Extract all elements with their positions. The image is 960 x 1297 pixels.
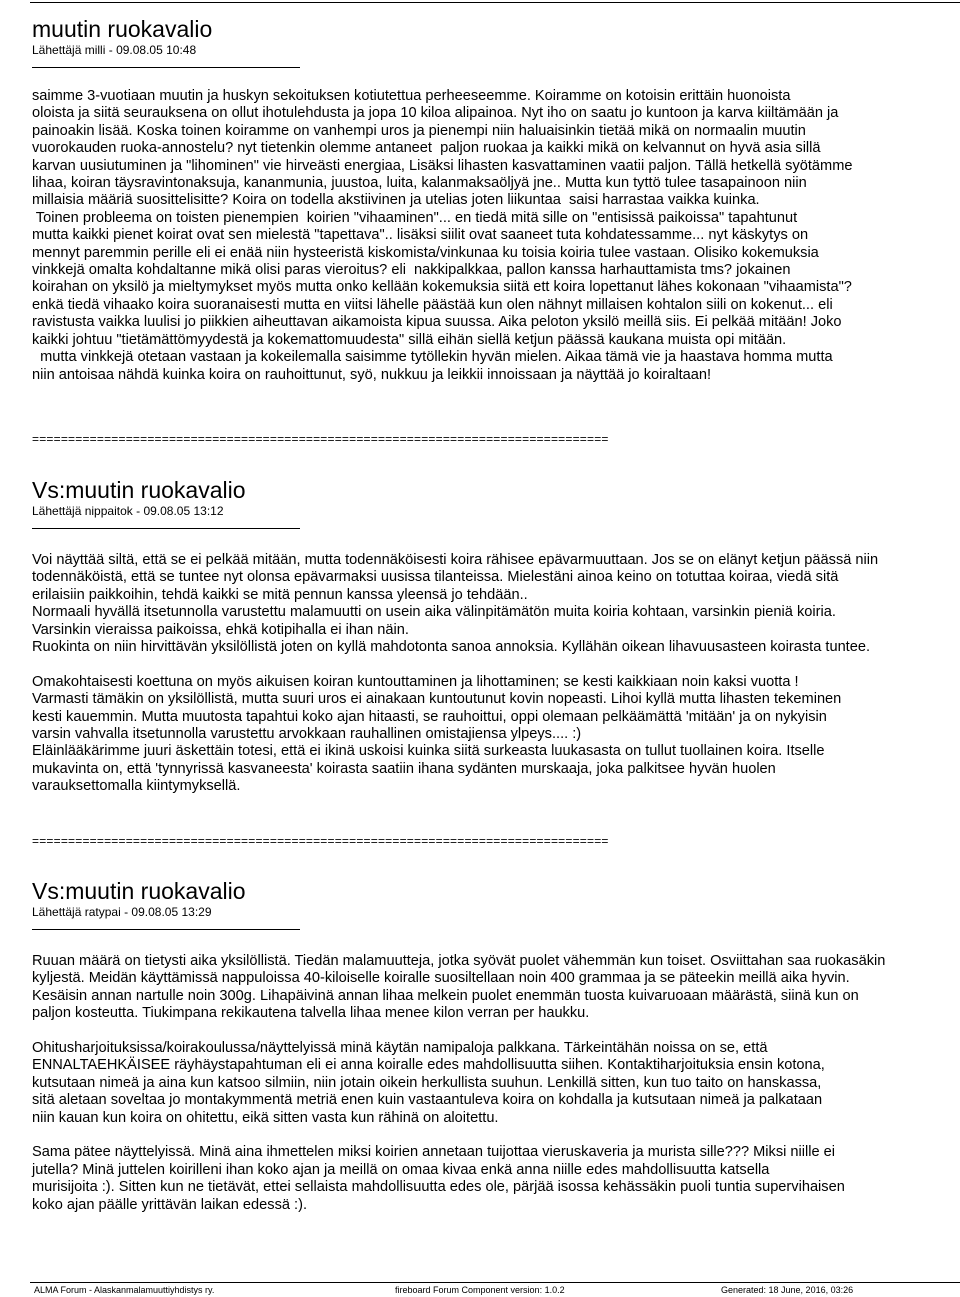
post-text-line: varsin vahvalla itsetunnolla varustettu arvokkaan rauhallinen omistajiensa ylpeys.... :) [32, 726, 582, 743]
post-text-line: Ruokinta on niin hirvittävän yksilöllistä joten on kyllä mahdotonta sanoa annoksia. Kyllähän oikean lihavuusasteen koirasta tuntee. [32, 639, 871, 656]
post-text-line: murisijoita :). Sitten kun ne tietävät, ettei sellaista mahdollisuutta edes ole, pärjää isossa kehässäkin puoli tuntia supervihaisen [32, 1179, 845, 1196]
post-text-line: Normaali hyvällä itsetunnolla varustettu malamuutti on usein aika välinpitämätön muita koiria kohtaan, varsinkin pieniä koiria. [32, 604, 836, 621]
blank-line [32, 1127, 960, 1144]
blank-line [32, 1023, 960, 1040]
post-divider [32, 67, 300, 68]
post-author: nippaitok [84, 504, 133, 518]
post-text-line: millaisia määriä suosittelisitte? Koira on todella akstiivinen ja utelias joten liikuntaa saisi harrastaa vaikka kuinka. [32, 192, 760, 209]
post-text-line: paljon kosteutta. Tiukimpana rekikautena talvella lihaa menee kilon verran per haukku. [32, 1005, 590, 1022]
post-text-line: Varsinkin vieraissa paikoissa, ehkä kotipihalla ei ihan näin. [32, 621, 409, 638]
post-text-line: ravistusta vaikka luulisi jo piikkien aiheuttavan aikamoista kipua suussa. Aika peloton yksilö meillä siis. Ei pelkää mitään! Joko [32, 314, 842, 331]
footer-rule [30, 1282, 960, 1283]
post-divider [32, 528, 300, 529]
post-meta [32, 905, 960, 919]
post-text-line: todennäköistä, että se tuntee nyt olonsa epävarmaksi uusissa tilanteissa. Mielestäni ainoa keino on totuttaa koiraa, viedä sitä [32, 569, 839, 586]
post-text-line: saimme 3-vuotiaan muutin ja huskyn sekoituksen kotiutettua perheeseemme. Koiramme on kotoisin erittäin huonoista [32, 88, 791, 104]
footer-site-name: ALMA Forum - Alaskanmalamuuttiyhdistys ry. [34, 1285, 215, 1295]
post-text-line: koko ajan päälle yrittävän laikan edessä :). [32, 1196, 308, 1213]
forum-post [32, 878, 960, 1214]
post-text-line: kaikki johtuu "tietämättömyydestä ja kokemattomuudesta" sillä eihän siellä ketjun päässä kaukana muista opi mitään. [32, 331, 787, 348]
post-text-line: Voi näyttää siltä, että se ei pelkää mitään, mutta todennäköisesti koira rähisee epävarmuuttaan. Jos se on elänyt ketjun päässä niin [32, 552, 879, 568]
post-text-line: mutta vinkkejä otetaan vastaan ja kokeilemalla saisimme tytöllekin hyvän mielen. Aikaa tämä vie ja haastava homma mutta [32, 349, 833, 366]
post-text-line: jutella? Minä juttelen koirilleni ihan koko ajan ja meillä on omaa kivaa enkä anna niille edes mahdollisuutta katsella [32, 1161, 770, 1178]
post-body [32, 88, 960, 384]
post-text-line: vinkkejä omalta kohdaltanne mikä olisi paras vieroitus? eli nakkipalkkaa, pallon kanssa harhauttamista tms? jokainen [32, 262, 791, 279]
meta-separator: - [120, 905, 132, 919]
post-text-line: mutta kaikki pienet koirat ovat sen mielestä "tapettava".. lisäksi siilit ovat saaneet tuta kohdatessamme... nyt käskytys on [32, 227, 809, 244]
post-text-line: Kesäisin annan nartulle noin 300g. Lihapäivinä annan lihaa melkein puolet enemmän tuosta kuivaruoaan määrästä, siinä kun on [32, 987, 859, 1004]
post-text-line: niin antoisaa nähdä kuinka koira on rauhoittunut, syö, nukkuu ja leikkii innoissaan ja näyttää jo koiraltaan! [32, 366, 712, 383]
post-text-line: kutsutaan nimeä ja aina kun katsoo silmiin, niin jotain oikein herkullista suuhun. Lenkillä sitten, kun tuo taito on hanskassa, [32, 1074, 822, 1091]
meta-prefix: Lähettäjä [32, 504, 85, 518]
post-text-line: lihaa, koiran täysravintonaksuja, kananmunia, juustoa, luita, kalanmaksaöljyä jne.. Mutta kun tyttö tulee tasapainoon niin [32, 175, 807, 192]
post-text-line: vuorokauden ruoka-annostelu? nyt tietenkin olemme antaneet paljon ruokaa ja kaikki mikä on kelvannut on hyvä asia sillä [32, 140, 821, 157]
post-text-line: Toinen probleema on toisten pienempien koirien "vihaaminen"... en tiedä mitä sille on "entisissä paikoissa" tapahtunut [32, 209, 798, 226]
meta-separator: - [132, 504, 144, 518]
post-body [32, 953, 960, 1214]
footer-generated-date: Generated: 18 June, 2016, 03:26 [721, 1285, 854, 1295]
forum-post [32, 16, 960, 384]
post-date: 09.08.05 10:48 [116, 43, 197, 57]
forum-post [32, 477, 960, 796]
post-author: milli [84, 43, 106, 57]
post-text-line: Varmasti tämäkin on yksilöllistä, mutta suuri uros ei ainakaan kuntoutunut kovin nopeasti. Lihoi kyllä mutta lihasten tekeminen [32, 691, 842, 708]
post-title: muutin ruokavalio [32, 16, 213, 42]
post-text-line: varauksettomalla kiintymyksellä. [32, 778, 241, 795]
meta-prefix: Lähettäjä [32, 905, 85, 919]
post-text-line: Ohitusharjoituksissa/koirakoulussa/näyttelyissä minä käytän namipaloja palkkana. Tärkeintähän noissa on se, että [32, 1040, 768, 1057]
post-title: Vs:muutin ruokavalio [32, 477, 246, 503]
post-text-line: kesti kauemmin. Mutta muutosta tapahtui koko ajan hitaasti, se rauhoittui, oppi olemaan pelkäämättä 'mitään' ja on nykyisin [32, 708, 827, 725]
post-date: 09.08.05 13:12 [143, 504, 224, 518]
post-text-line: koirahan on yksilö ja mieltymykset myös mutta onko kellään kokemuksia siitä ett koira lopettanut lähes kokonaan "vihaamista"? [32, 279, 852, 296]
post-text-line: kyljestä. Meidän käyttämissä nappuloissa 40-kiloiselle koiralle suosiltellaan noin 400 grammaa ja se päteekin meillä aika hyvin. [32, 970, 850, 987]
meta-separator: - [105, 43, 117, 57]
blank-line [32, 656, 960, 673]
post-text-line: Eläinlääkärimme juuri äskettäin totesi, että ei ikinä uskoisi kuinka siitä surkeasta luukasasta on tullut tuollainen koira. Itselle [32, 743, 825, 760]
post-text-line: enkä tiedä vihaako koira suoranaisesti mutta en viitsi lähelle päästää kun olen nähnyt millaisen kohtalon siili on kokenut... eli [32, 296, 833, 313]
top-rule [30, 2, 960, 3]
post-body [32, 552, 960, 796]
post-text-line: Sama pätee näyttelyissä. Minä aina ihmettelen miksi koirien annetaan tuijottaa vieruskaveria ja murista sille??? Miksi niille ei [32, 1144, 836, 1161]
footer-component-version: fireboard Forum Component version: 1.0.2 [395, 1285, 565, 1295]
post-text-line: karvan uusiutuminen ja "lihominen" vie hirveästi energiaa, Lisäksi lihasten kasvattaminen vaatii paljon. Tällä hetkellä syötämme [32, 157, 853, 174]
post-text-line: mennyt paremmin perille eli ei enää niin hysteeristä kiskomista/vinkunaa ku toisia koiria tulee vastaan. Olisiko kokemuksia [32, 244, 819, 261]
post-text-line: niin kauan kun koira on ohitettu, eikä sitten vasta kun rähinä on aloitettu. [32, 1109, 499, 1126]
post-meta [32, 504, 960, 518]
post-text-line: mukavinta on, että 'tynnyrissä kasvaneesta' koirasta saatiin ihana sydänten murskaaja, joka palkitsee hyvän huolen [32, 760, 776, 777]
post-text-line: painoakin lisää. Koska toinen koiramme on vanhempi uros ja pienempi niin haluaisinkin tietää mikä on normaalin muutin [32, 122, 806, 139]
post-meta [32, 43, 960, 57]
post-separator: ================================================================================ [32, 834, 609, 848]
post-separator: ================================================================================ [32, 432, 609, 446]
post-text-line: erilaisiin paikkoihin, tehdä kaikki se mitä pennun kanssa yleensä jo tehdään.. [32, 586, 528, 603]
post-author: ratypai [84, 905, 121, 919]
post-text-line: Omakohtaisesti koettuna on myös aikuisen koiran kuntouttaminen ja lihottaminen; se kesti kaikkiaan noin kaksi vuotta ! [32, 673, 799, 690]
post-text-line: Ruuan määrä on tietysti aika yksilöllistä. Tiedän malamuutteja, jotka syövät puolet vähemmän kun toiset. Osviittahan saa ruokasäkin [32, 953, 886, 969]
post-divider [32, 929, 300, 930]
post-text-line: sitä aletaan soveltaa jo montakymmentä metriä enen kuin vastaantuleva koira on kohdalla ja kutsutaan nimeä ja palkataan [32, 1092, 823, 1109]
post-text-line: ENNALTAEHKÄISEE räyhäystapahtuman eli ei anna koiralle edes mahdollisuutta siihen. Kontaktiharjoituksia ensin kotona, [32, 1057, 825, 1074]
post-date: 09.08.05 13:29 [131, 905, 212, 919]
post-text-line: oloista ja siitä seurauksena on ollut ihotulehdusta ja jopa 10 kiloa alipainoa. Nyt iho on saatu jo kuntoon ja karva kiiltämään ja [32, 105, 839, 122]
post-title: Vs:muutin ruokavalio [32, 878, 246, 904]
meta-prefix: Lähettäjä [32, 43, 85, 57]
